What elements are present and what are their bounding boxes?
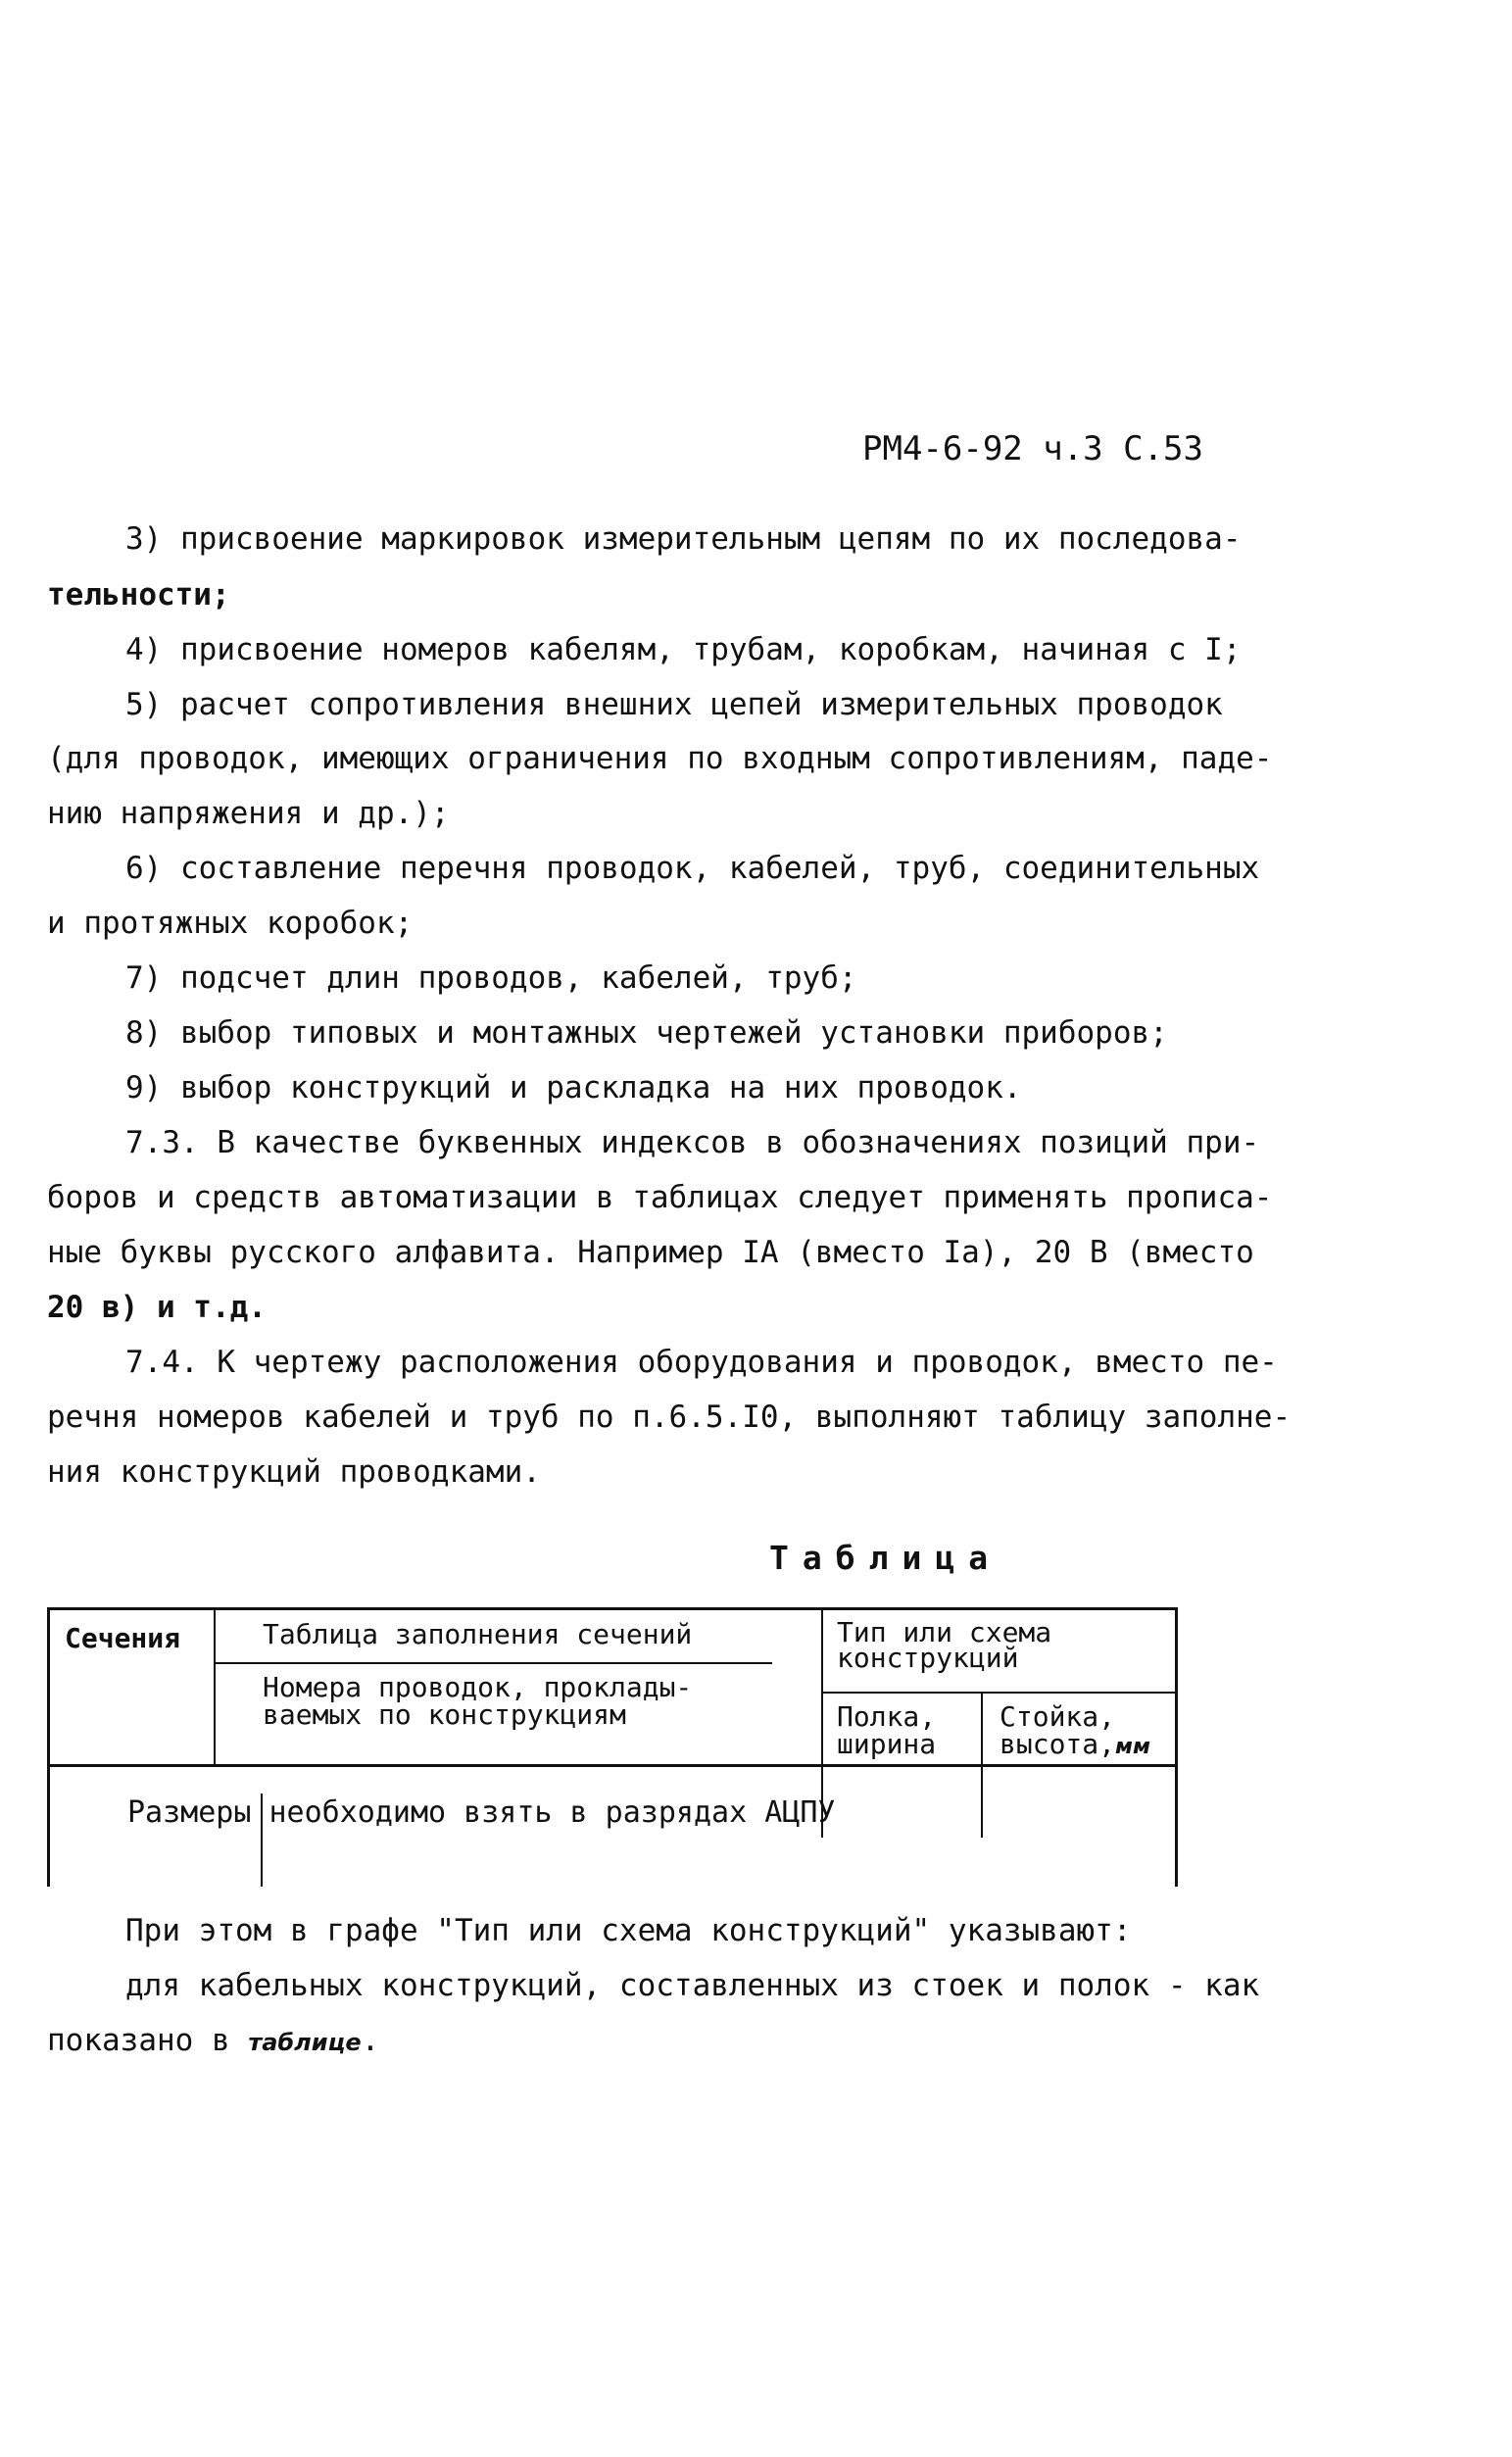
item-7: 7) подсчет длин проводов, кабелей, труб; [125, 960, 857, 996]
section-7-3-line-4: 20 в) и т.д. [47, 1290, 267, 1325]
table-top-border [47, 1607, 1178, 1610]
section-7-3-line-2: боров и средств автоматизации в таблицах следует применять прописа- [47, 1180, 1273, 1215]
table-right-border [1175, 1607, 1178, 1887]
header-rack-label: высота, [1000, 1728, 1116, 1760]
header-type-line-1: Тип или схема [837, 1616, 1052, 1648]
table-title: Таблица [769, 1539, 1002, 1577]
header-shelf-line-1: Полка, [837, 1700, 937, 1733]
item-4: 4) присвоение номеров кабелям, трубам, коробкам, начиная с I; [125, 632, 1242, 667]
after-table-line-1: При этом в графе "Тип или схема конструкций" указывают: [125, 1913, 1132, 1948]
table-col3-divider [981, 1694, 983, 1838]
header-rack-unit: мм [1115, 1735, 1150, 1759]
section-7-4-line-1: 7.4. К чертежу расположения оборудования и проводок, вместо пе- [125, 1345, 1278, 1380]
item-8: 8) выбор типовых и монтажных чертежей установки приборов; [125, 1015, 1168, 1051]
header-shelf-line-2: ширина [837, 1728, 937, 1760]
table-body-note: Размеры необходимо взять в разрядах АЦПУ [127, 1795, 836, 1830]
table-left-border [47, 1607, 50, 1887]
header-type-line-2: конструкций [837, 1642, 1019, 1674]
item-9: 9) выбор конструкций и раскладка на них проводок. [125, 1070, 1022, 1106]
header-rack-line-2 [1000, 1728, 1150, 1761]
table-type-subrule [821, 1692, 1178, 1694]
after-table-line-3-main: показано в [47, 2023, 249, 2058]
section-7-3-line-1: 7.3. В качестве буквенных индексов в обозначениях позиций при- [125, 1125, 1260, 1160]
item-6-line-1: 6) составление перечня проводок, кабелей, труб, соединительных [125, 851, 1260, 886]
section-7-4-line-2: речня номеров кабелей и труб по п.6.5.I0, выполняют таблицу заполне- [47, 1400, 1292, 1435]
item-5-line-1: 5) расчет сопротивления внешних цепей измерительных проводок [125, 687, 1223, 722]
section-7-4-line-3: ния конструкций проводками. [47, 1454, 541, 1490]
header-fill-table: Таблица заполнения сечений [263, 1618, 693, 1650]
item-3-line-1: 3) присвоение маркировок измерительным цепям по их последова- [125, 521, 1242, 557]
header-sections: Сечения [65, 1622, 181, 1654]
after-table-line-2: для кабельных конструкций, составленных из стоек и полок - как [125, 1968, 1260, 2003]
item-6-line-2: и протяжных коробок; [47, 906, 414, 941]
fill-table [47, 1607, 1178, 1887]
section-7-3-line-3: ные буквы русского алфавита. Например IА (вместо Iа), 20 В (вместо [47, 1235, 1254, 1270]
header-numbers-line-2: ваемых по конструкциям [263, 1698, 626, 1731]
handwritten-word: таблице [248, 2029, 362, 2056]
item-5-line-3: нию напряжения и др.); [47, 796, 450, 831]
table-subheader-rule [214, 1662, 772, 1664]
after-table-line-3-end: . [361, 2023, 380, 2058]
header-rack-line-1: Стойка, [1000, 1700, 1116, 1733]
after-table-line-3 [47, 2021, 379, 2062]
header-numbers-line-1: Номера проводок, проклады- [263, 1671, 693, 1703]
item-3-line-2: тельности; [47, 577, 230, 613]
table-header-bottom-border [47, 1764, 1178, 1767]
page-header-ref: РМ4-6-92 ч.3 С.53 [862, 429, 1203, 468]
table-col1-divider [214, 1607, 216, 1764]
item-5-line-2: (для проводок, имеющих ограничения по входным сопротивлениям, паде- [47, 741, 1273, 776]
